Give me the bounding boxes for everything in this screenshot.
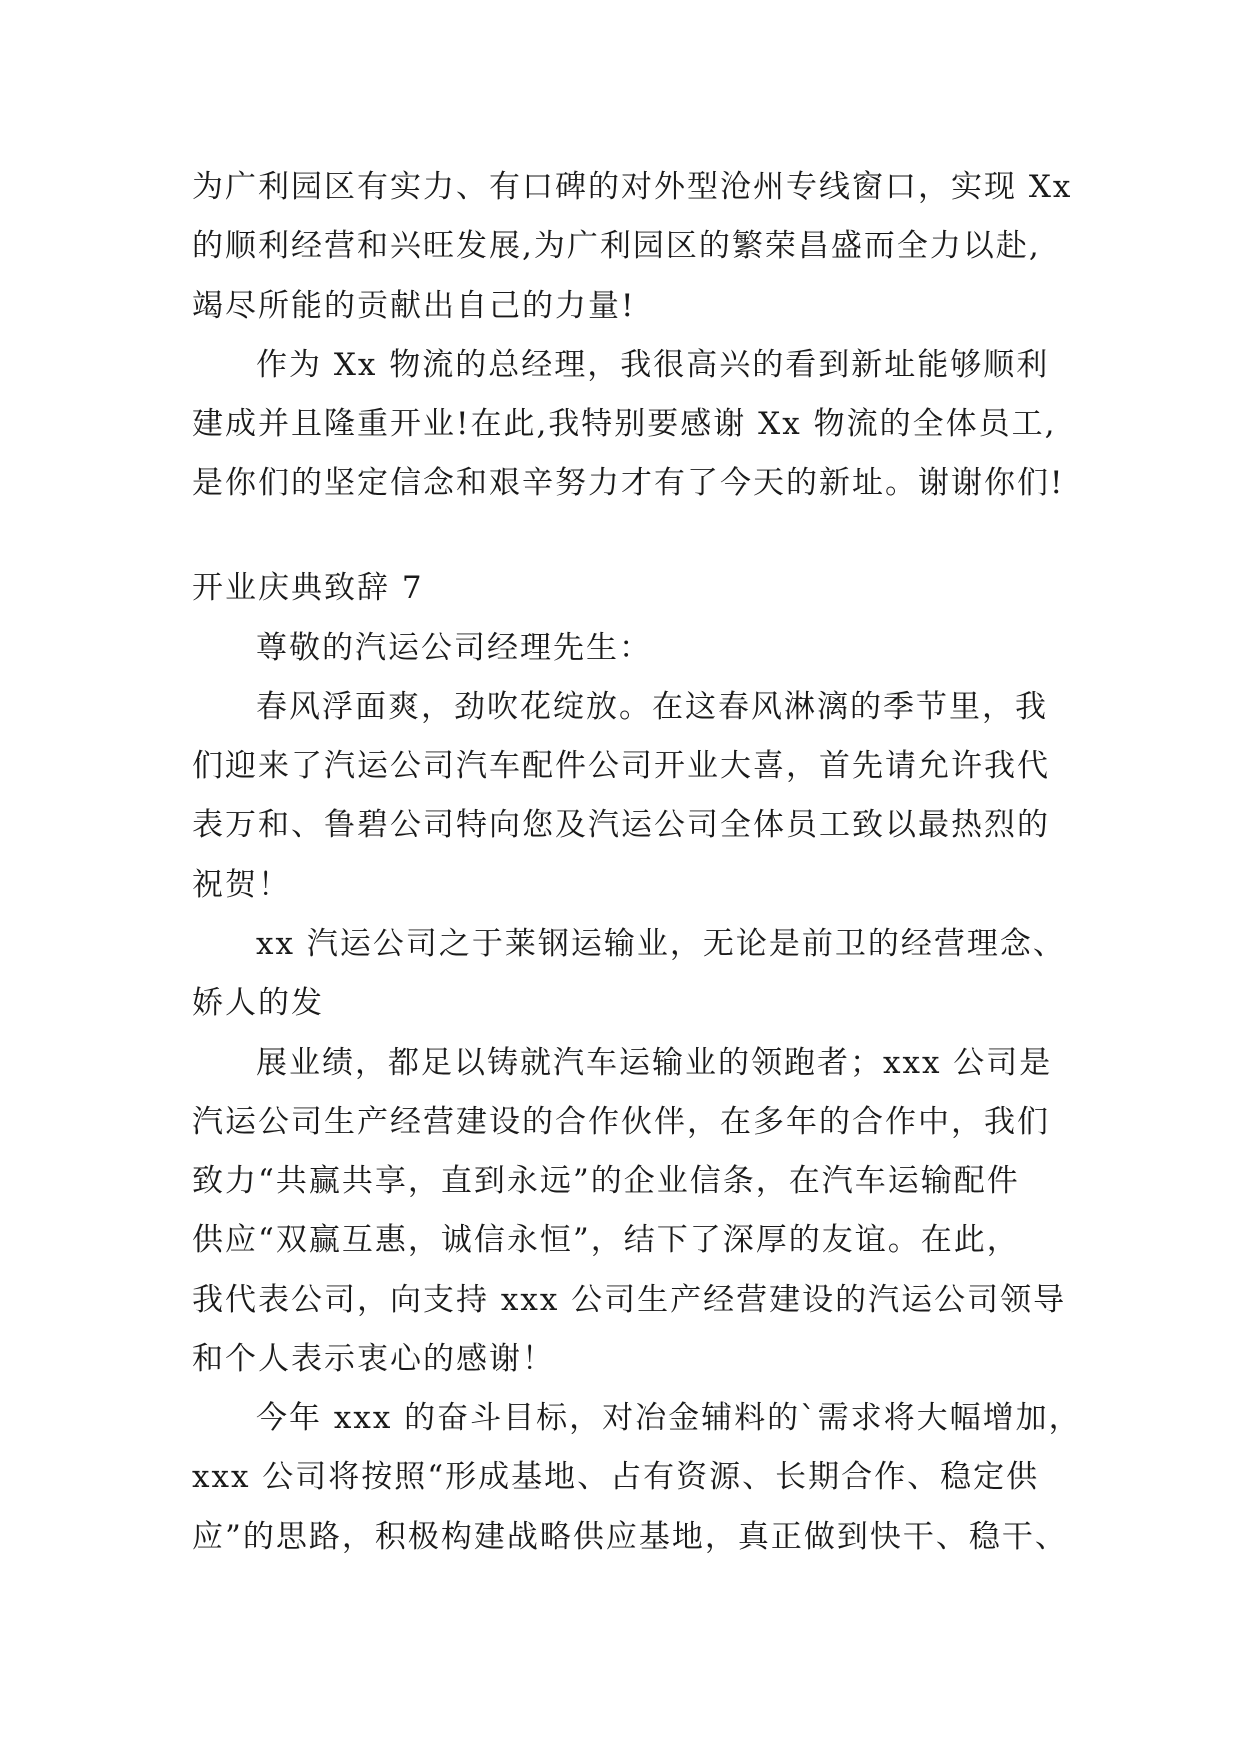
text-line: 春风浮面爽，劲吹花绽放。在这春风淋漓的季节里，我	[256, 689, 1048, 725]
text-line: 应”的思路，积极构建战略供应基地，真正做到快干、稳干、	[192, 1519, 1068, 1555]
text-line: 致力“共赢共享，直到永远”的企业信条，在汽车运输配件	[192, 1163, 1020, 1199]
text-line: 们迎来了汽运公司汽车配件公司开业大喜，首先请允许我代	[192, 748, 1050, 784]
text-line: 和个人表示衷心的感谢！	[192, 1341, 555, 1377]
section-heading: 开业庆典致辞 7	[192, 570, 424, 606]
text-line: 作为 Xx 物流的总经理，我很高兴的看到新址能够顺利	[256, 347, 1050, 383]
text-line: 是你们的坚定信念和艰辛努力才有了今天的新址。谢谢你们!	[192, 465, 1065, 501]
text-line: xx 汽运公司之于莱钢运输业，无论是前卫的经营理念、	[256, 926, 1066, 962]
text-line: 表万和、鲁碧公司特向您及汽运公司全体员工致以最热烈的	[192, 807, 1050, 843]
text-line: 展业绩，都足以铸就汽车运输业的领跑者；xxx 公司是	[256, 1045, 1053, 1081]
text-line: 竭尽所能的贡献出自己的力量!	[192, 288, 636, 324]
text-line: 建成并且隆重开业!在此,我特别要感谢 Xx 物流的全体员工,	[192, 406, 1057, 442]
text-line: 今年 xxx 的奋斗目标，对冶金辅料的`需求将大幅增加，	[256, 1400, 1082, 1436]
salutation: 尊敬的汽运公司经理先生：	[256, 630, 652, 666]
text-line: 我代表公司，向支持 xxx 公司生产经营建设的汽运公司领导	[192, 1282, 1067, 1318]
text-line: 祝贺！	[192, 867, 291, 903]
text-line: xxx 公司将按照“形成基地、占有资源、长期合作、稳定供	[192, 1459, 1040, 1495]
text-line: 为广利园区有实力、有口碑的对外型沧州专线窗口，实现 Xx	[192, 169, 1073, 205]
text-line: 供应“双赢互惠，诚信永恒”，结下了深厚的友谊。在此，	[192, 1222, 1020, 1258]
text-line: 娇人的发	[192, 985, 324, 1021]
text-line: 的顺利经营和兴旺发展,为广利园区的繁荣昌盛而全力以赴,	[192, 228, 1041, 264]
text-line: 汽运公司生产经营建设的合作伙伴，在多年的合作中，我们	[192, 1104, 1050, 1140]
